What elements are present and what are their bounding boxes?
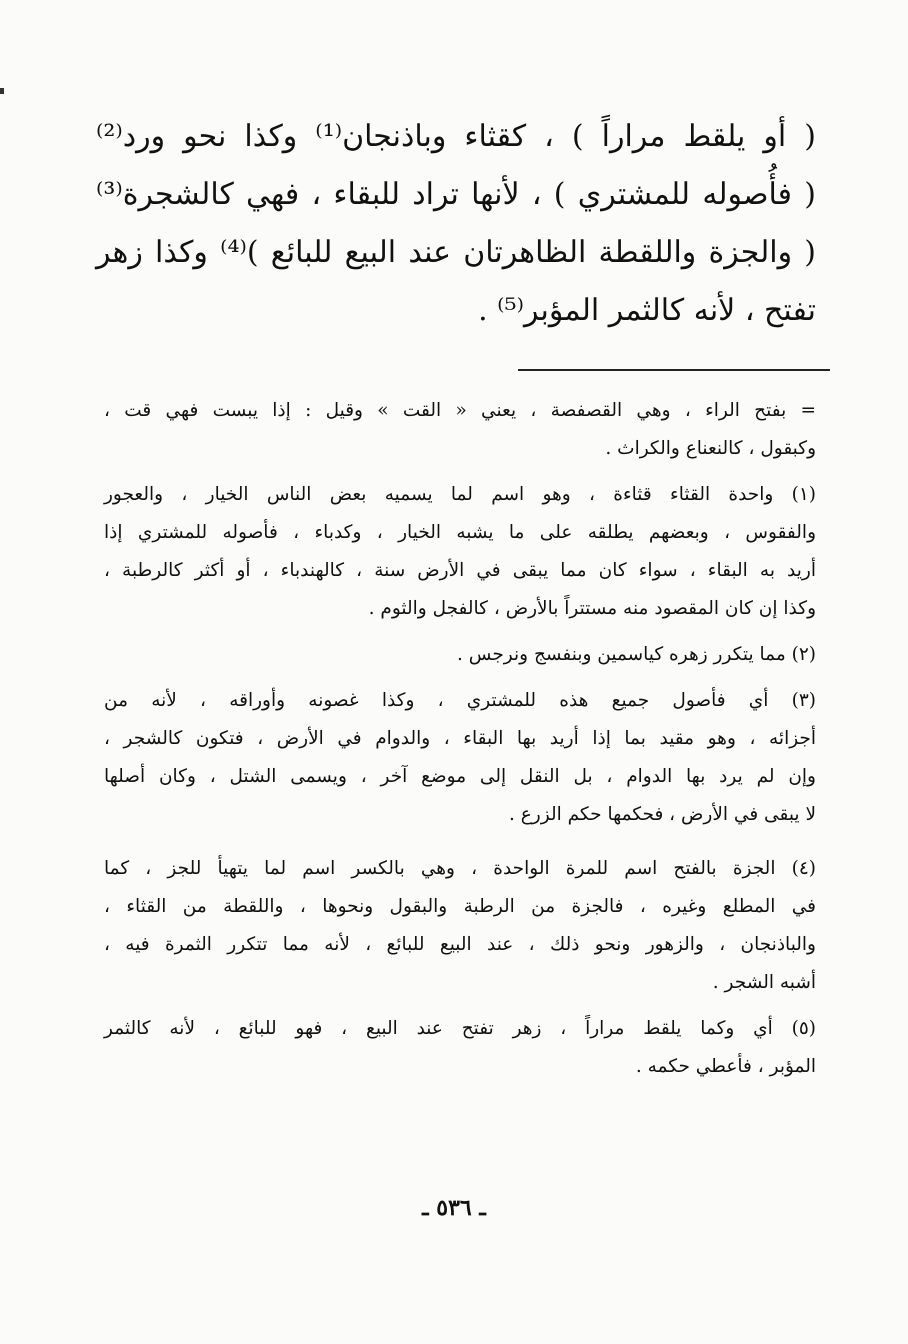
- footnote-line: لا يبقى في الأرض ، فحكمها حكم الزرع .: [509, 804, 816, 825]
- footnote-line: وكذا إن كان المقصود منه مستتراً بالأرض ، كالفجل والثوم .: [368, 598, 816, 619]
- footnote-spacer: [104, 842, 816, 850]
- footnote-line: وكبقول ، كالنعناع والكراث .: [605, 438, 816, 459]
- footnote-line: والباذنجان ، والزهور ونحو ذلك ، عند البيع للبائع ، لأنه مما تتكرر الثمرة فيه ،: [104, 934, 816, 955]
- footnote-line: في المطلع وغيره ، فالجزة من الرطبة والبقول ونحوها ، واللقطة من القثاء ،: [104, 896, 816, 917]
- footnote-5: [104, 1010, 816, 1086]
- footnote-line: (٣) أي فأصول جميع هذه للمشتري ، وكذا غصونه وأوراقه ، لأنه من: [104, 690, 816, 711]
- main-text-line: تفتح ، لأنه كالثمر المؤبر⁽⁵⁾ .: [478, 293, 816, 328]
- footnotes: [104, 392, 816, 1094]
- main-text-line: ( فأُصوله للمشتري ) ، لأنها تراد للبقاء ، فهي كالشجرة⁽³⁾: [96, 177, 816, 212]
- main-text-line: ( أو يلقط مراراً ) ، كقثاء وباذنجان⁽¹⁾ وكذا نحو ورد⁽²⁾: [96, 119, 817, 154]
- footnote-line: والفقوس ، وبعضهم يطلقه على ما يشبه الخيار ، وكدباء ، فأصوله للمشتري إذا: [104, 522, 816, 543]
- footnote-continuation: [104, 392, 816, 468]
- footnote-divider: [518, 369, 830, 371]
- main-text-line: ( والجزة واللقطة الظاهرتان عند البيع للبائع )⁽⁴⁾ وكذا زهر: [96, 235, 816, 270]
- footnote-line: (٥) أي وكما يلقط مراراً ، زهر تفتح عند البيع ، فهو للبائع ، لأنه كالثمر: [104, 1018, 816, 1039]
- footnote-line: = بفتح الراء ، وهي القصفصة ، يعني « القت » وقيل : إذا يبست فهي قت ،: [104, 400, 816, 421]
- footnote-line: المؤبر ، فأعطي حكمه .: [635, 1056, 816, 1077]
- footnote-line: (٢) مما يتكرر زهره كياسمين وبنفسج ونرجس .: [456, 644, 816, 665]
- footnote-2: [104, 636, 816, 674]
- footnote-line: أريد به البقاء ، سواء كان مما يبقى في الأرض سنة ، كالهندباء ، أو أكثر كالرطبة ،: [104, 560, 816, 581]
- footnote-line: أشبه الشجر .: [712, 972, 816, 993]
- scan-mark: [0, 88, 4, 94]
- footnote-4: [104, 850, 816, 1002]
- footnote-3: [104, 682, 816, 834]
- main-text: [96, 108, 816, 340]
- footnote-line: (١) واحدة القثاء قثاءة ، وهو اسم لما يسميه بعض الناس الخيار ، والعجور: [104, 484, 816, 505]
- footnote-line: وإن لم يرد بها الدوام ، بل النقل إلى موضع آخر ، ويسمى الشتل ، وكان أصلها: [104, 766, 816, 787]
- footnote-1: [104, 476, 816, 628]
- footnote-line: أجزائه ، وهو مقيد بما إذا أريد بها البقاء ، والدوام في الأرض ، فتكون كالشجر ،: [104, 728, 816, 749]
- footnote-line: (٤) الجزة بالفتح اسم للمرة الواحدة ، وهي بالكسر اسم لما يتهيأ للجز ، كما: [104, 858, 816, 879]
- page-number: ـ ٥٣٦ ـ: [422, 1195, 486, 1221]
